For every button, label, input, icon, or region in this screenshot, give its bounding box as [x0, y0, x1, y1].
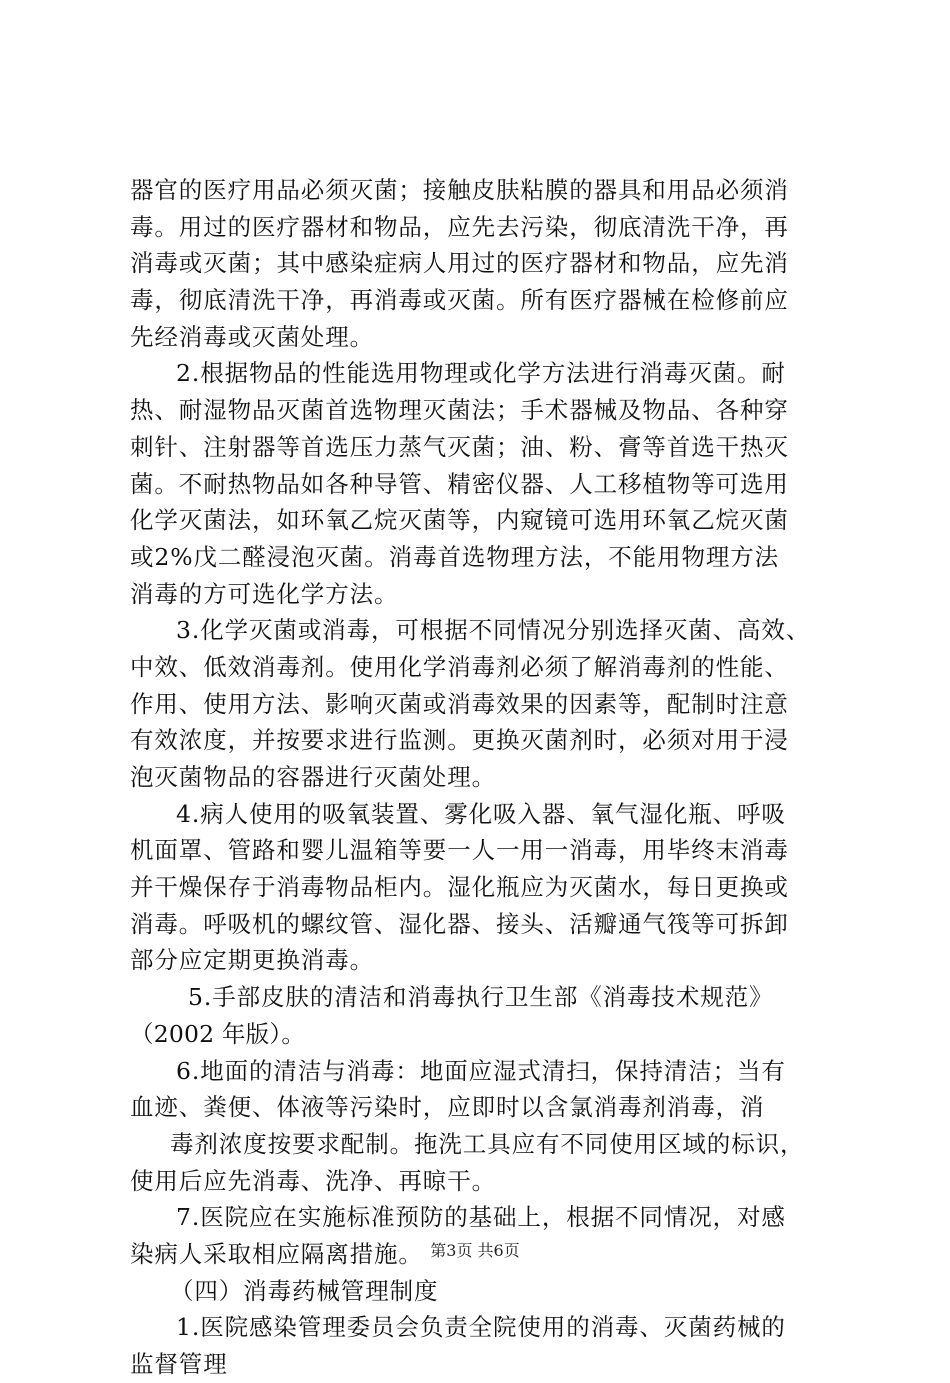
- text-line: 并干燥保存于消毒物品柜内。湿化瓶应为灭菌水，每日更换或: [130, 873, 789, 902]
- text-line: 部分应定期更换消毒。: [130, 946, 374, 975]
- text-line: 泡灭菌物品的容器进行灭菌处理。: [130, 763, 496, 791]
- paragraph-2-start: 2.根据物品的性能选用物理或化学方法进行消毒灭菌。耐: [176, 359, 786, 388]
- text-line: 毒。用过的医疗器材和物品，应先去污染，彻底清洗干净，再: [130, 212, 789, 241]
- text-line: 毒，彻底清洗干净，再消毒或灭菌。所有医疗器械在检修前应: [130, 286, 789, 315]
- text-line: 消毒或灭菌；其中感染症病人用过的医疗器材和物品，应先消: [130, 249, 789, 278]
- paragraph-5-start: 5.手部皮肤的清洁和消毒执行卫生部《消毒技术规范》: [188, 983, 774, 1012]
- text-line: 血迹、粪便、体液等污染时，应即时以含氯消毒剂消毒，消: [130, 1093, 765, 1122]
- paragraph-1-start: 1.医院感染管理委员会负责全院使用的消毒、灭菌药械的: [176, 1313, 786, 1342]
- text-line: 消毒。呼吸机的螺纹管、湿化器、接头、活瓣通气筏等可拆卸: [130, 909, 789, 938]
- text-line: 消毒的方可选化学方法。: [130, 579, 399, 608]
- text-line: 化学灭菌法，如环氧乙烷灭菌等，内窥镜可选用环氧乙烷灭菌: [130, 506, 789, 535]
- section-heading: （四）消毒药械管理制度: [170, 1276, 439, 1305]
- text-line: 先经消毒或灭菌处理。: [130, 322, 374, 351]
- text-line: 刺针、注射器等首选压力蒸气灭菌；油、粉、膏等首选干热灭: [130, 432, 789, 461]
- page-number: 第3页 共6页: [430, 1241, 520, 1260]
- paragraph-3-start: 3.化学灭菌或消毒，可根据不同情况分别选择灭菌、高效、: [176, 616, 811, 645]
- text-line: 或2%戊二醛浸泡灭菌。消毒首选物理方法，不能用物理方法: [130, 542, 780, 571]
- text-line: 中效、低效消毒剂。使用化学消毒剂必须了解消毒剂的性能、: [130, 652, 789, 681]
- paragraph-4-start: 4.病人使用的吸氧装置、雾化吸入器、氧气湿化瓶、呼吸: [176, 799, 786, 828]
- text-line: 作用、使用方法、影响灭菌或消毒效果的因素等，配制时注意: [130, 689, 789, 718]
- text-line: 机面罩、管路和婴儿温箱等要一人一用一消毒，用毕终末消毒: [130, 836, 789, 865]
- paragraph-6-start: 6.地面的清洁与消毒：地面应湿式清扫，保持清洁；当有: [176, 1056, 786, 1085]
- text-line: 有效浓度，并按要求进行监测。更换灭菌剂时，必须对用于浸: [130, 726, 789, 755]
- text-line: 毒剂浓度按要求配制。拖洗工具应有不同使用区域的标识，: [170, 1129, 805, 1158]
- text-line: 器官的医疗用品必须灭菌；接触皮肤粘膜的器具和用品必须消: [130, 176, 789, 204]
- paragraph-7-start: 7.医院应在实施标准预防的基础上，根据不同情况，对感: [176, 1203, 786, 1232]
- document-body: [130, 172, 830, 1383]
- text-line: 热、耐湿物品灭菌首选物理灭菌法；手术器械及物品、各种穿: [130, 396, 789, 425]
- text-line: （2002 年版）。: [130, 1019, 306, 1048]
- text-line: 监督管理: [130, 1350, 228, 1378]
- text-line: 菌。不耐热物品如各种导管、精密仪器、人工移植物等可选用: [130, 469, 789, 498]
- text-line: 使用后应先消毒、洗净、再晾干。: [130, 1166, 496, 1195]
- text-line: 染病人采取相应隔离措施。: [130, 1239, 423, 1268]
